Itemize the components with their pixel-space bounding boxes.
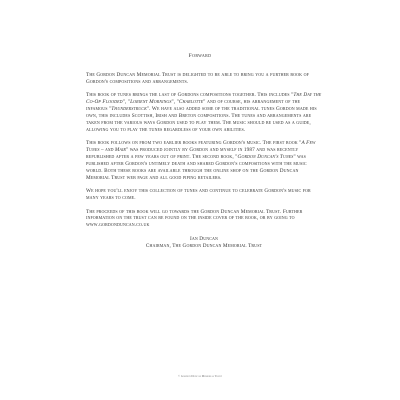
- tune-title: Lorient Mornings: [130, 99, 172, 106]
- paragraph-text: ". We have also added some of the traditional tunes Gordon made his own, this includes Scottish, Irish and Breton compositions. The tunes and arrangements are taken from the various ways Gordon used to play them. The music should be used as a guide, allowing you to play the tunes regardless of your own abilities.: [86, 106, 317, 133]
- paragraph-text: We hope you'll enjoy this collection of tunes and continue to celebrate Gordon's music for many years to come.: [86, 188, 311, 202]
- copyright-footer: © Gordon Duncan Memorial Trust: [178, 375, 222, 378]
- paragraph-text: The proceeds of this book will go towards the Gordon Duncan Memorial Trust. Further information on the trust can be found on the inside cover of the book, or by going to www.gordonduncan.co.uk: [86, 208, 303, 229]
- paragraph-earlier-books: [86, 140, 322, 181]
- signoff-name: Ian Duncan: [189, 235, 219, 242]
- paragraph-text: ", ": [122, 99, 131, 106]
- paragraph-proceeds: [86, 209, 322, 230]
- tune-title: The Day the Co-Op Flooded: [86, 92, 322, 106]
- paragraph-intro: [86, 72, 322, 86]
- tune-title: Thunderstruck: [111, 106, 147, 113]
- paragraph-text: " and of course, his arrangement of the infamous ": [86, 99, 301, 113]
- paragraph-text: The Gordon Duncan Memorial Trust is delighted to be able to bring you a further book of Gordon's compositions and arrangements.: [86, 72, 309, 85]
- body-text: [86, 72, 322, 250]
- paragraph-enjoy: [86, 188, 322, 202]
- paragraph-text: This book of tunes brings the last of Gordons compositions together. This includes ": [86, 92, 294, 99]
- paragraph-text: " was produced jointly by Gordon and myself in 1987 and was recently republished after a few years out of print. The second book, ": [86, 147, 299, 161]
- signoff: [86, 236, 322, 250]
- paragraph-compositions: [86, 92, 322, 133]
- signoff-role: Chairman, The Gordon Duncan Memorial Trust: [145, 242, 263, 249]
- page-title: Forward: [188, 53, 212, 59]
- book-title: A Few Tunes – and Mair: [86, 140, 316, 154]
- paragraph-text: ", ": [171, 99, 179, 106]
- paragraph-text: This book follows on from two earlier books featuring Gordon's music. The first book ": [86, 140, 302, 147]
- paragraph-text: " was published after Gordon's untimely death and shared Gordon's compositions with the music world. Both these books are available through the online shop on the Gordon Duncan Memorial Trust web page and all good piping retailers.: [86, 154, 307, 181]
- book-title: Gordon Duncan's Tunes: [237, 154, 294, 161]
- tune-title: Charlotte: [178, 99, 204, 106]
